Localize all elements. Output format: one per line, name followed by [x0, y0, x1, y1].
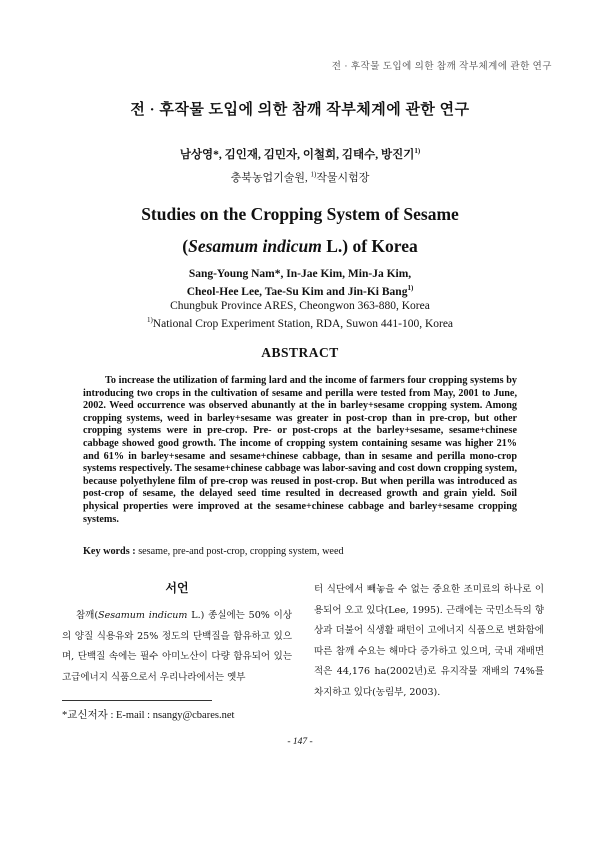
intro-left-pre: 참깨( [76, 610, 99, 621]
english-title-species: Sesamum indicum [188, 236, 322, 256]
english-affiliation-1: Chungbuk Province ARES, Cheongwon 363-880, Korea [170, 300, 430, 312]
korean-affiliation [0, 169, 600, 185]
english-title-rest: L.) of Korea [321, 236, 418, 256]
korean-authors [0, 146, 600, 162]
intro-left-species: Sesamum indicum [98, 610, 188, 621]
keywords [83, 546, 523, 557]
english-title-line1: Studies on the Cropping System of Sesame [141, 204, 459, 224]
english-authors-line2 [0, 284, 600, 298]
keywords-text: sesame, pre-and post-crop, cropping system, weed [135, 546, 344, 557]
korean-affiliation-1: 충북농업기술원, [230, 172, 308, 184]
footnote: *교신저자 : E-mail : nsangy@cbares.net [62, 710, 235, 721]
korean-title: 전 · 후작물 도입에 의한 참깨 작부체계에 관한 연구 [130, 102, 470, 118]
abstract-body: To increase the utilization of farming lard and the income of farmers four cropping systems by introducing two crops in the cultivation of sesame and perilla were tested from May, 2001 to June, 2002. Weed occurrence was observed abunantly at the in barley+sesame cropping system. Among cropping systems, weed in barley+sesame was greater in post-crop than in pre-crop, but other cropping systems were in pre-crop. Pre- or post-crops at the barley+sesame, sesame+chinese cabbage showed good growth. The income of cropping system containing sesame was higher 21% and 61% in barley+sesame and sesame+chinese cabbage, than in sesame and perilla mono-crop systems respectively. The sesame+chinese cabbage was labor-saving and cost down cropping system, because polyethylene film of pre-crop was reused in post-crop. But when perilla was introduced as post-crop of sesame, the delayed seed time resulted in decreased growth and grain yield. Soil physical properties were improved at the sesame+chinese cabbage and barley+sesame cropping systems. [83, 375, 517, 525]
running-head: 전 · 후작물 도입에 의한 참깨 작부체계에 관한 연구 [331, 62, 552, 72]
intro-heading: 서언 [165, 581, 189, 595]
footnote-rule [62, 700, 212, 701]
korean-authors-superscript: 1) [414, 147, 421, 156]
intro-right-column: 터 식단에서 빼놓을 수 없는 중요한 조미료의 하나로 이용되어 오고 있다(Lee, 1995). 근래에는 국민소득의 향상과 더불어 식생활 패턴이 고에너지 식품으로 변화함에 따른 참깨 수요는 해마다 증가하고 있으며, 국내 재배면적은 44,176 ha(2002년)로 유지작물 재배의 74%를 차지하고 있다(농림부, 2003). [314, 584, 544, 698]
english-affiliation-superscript: 1) [146, 316, 153, 324]
keywords-label: Key words : [83, 546, 136, 557]
english-affiliation-2-text: National Crop Experiment Station, RDA, Suwon 441-100, Korea [152, 317, 454, 330]
abstract-heading: ABSTRACT [261, 345, 339, 360]
english-authors-names: Cheol-Hee Lee, Tae-Su Kim and Jin-Ki Bang [186, 285, 408, 298]
english-affiliation-2 [0, 316, 600, 330]
english-authors-line1: Sang-Young Nam*, In-Jae Kim, Min-Ja Kim, [188, 268, 412, 280]
intro-left-column [62, 606, 292, 688]
english-title-paren: ( [182, 236, 189, 256]
intro-left-post: L.) 종실에는 50% 이상의 양질 식용유와 25% 정도의 단백질을 함유하고 있으며, 단백질 속에는 필수 아미노산이 다량 함유되어 있는 고급에너지 식품으로서 우리나라에서는 옛부 [62, 610, 292, 683]
english-title-line2 [0, 236, 600, 257]
korean-authors-names: 남상영*, 김인재, 김민자, 이철희, 김태수, 방진기 [179, 149, 415, 161]
page-number: - 147 - [287, 737, 313, 747]
korean-affiliation-superscript: 1) [310, 170, 317, 179]
english-authors-superscript: 1) [407, 284, 414, 292]
korean-affiliation-2: 작물시험장 [316, 172, 370, 184]
